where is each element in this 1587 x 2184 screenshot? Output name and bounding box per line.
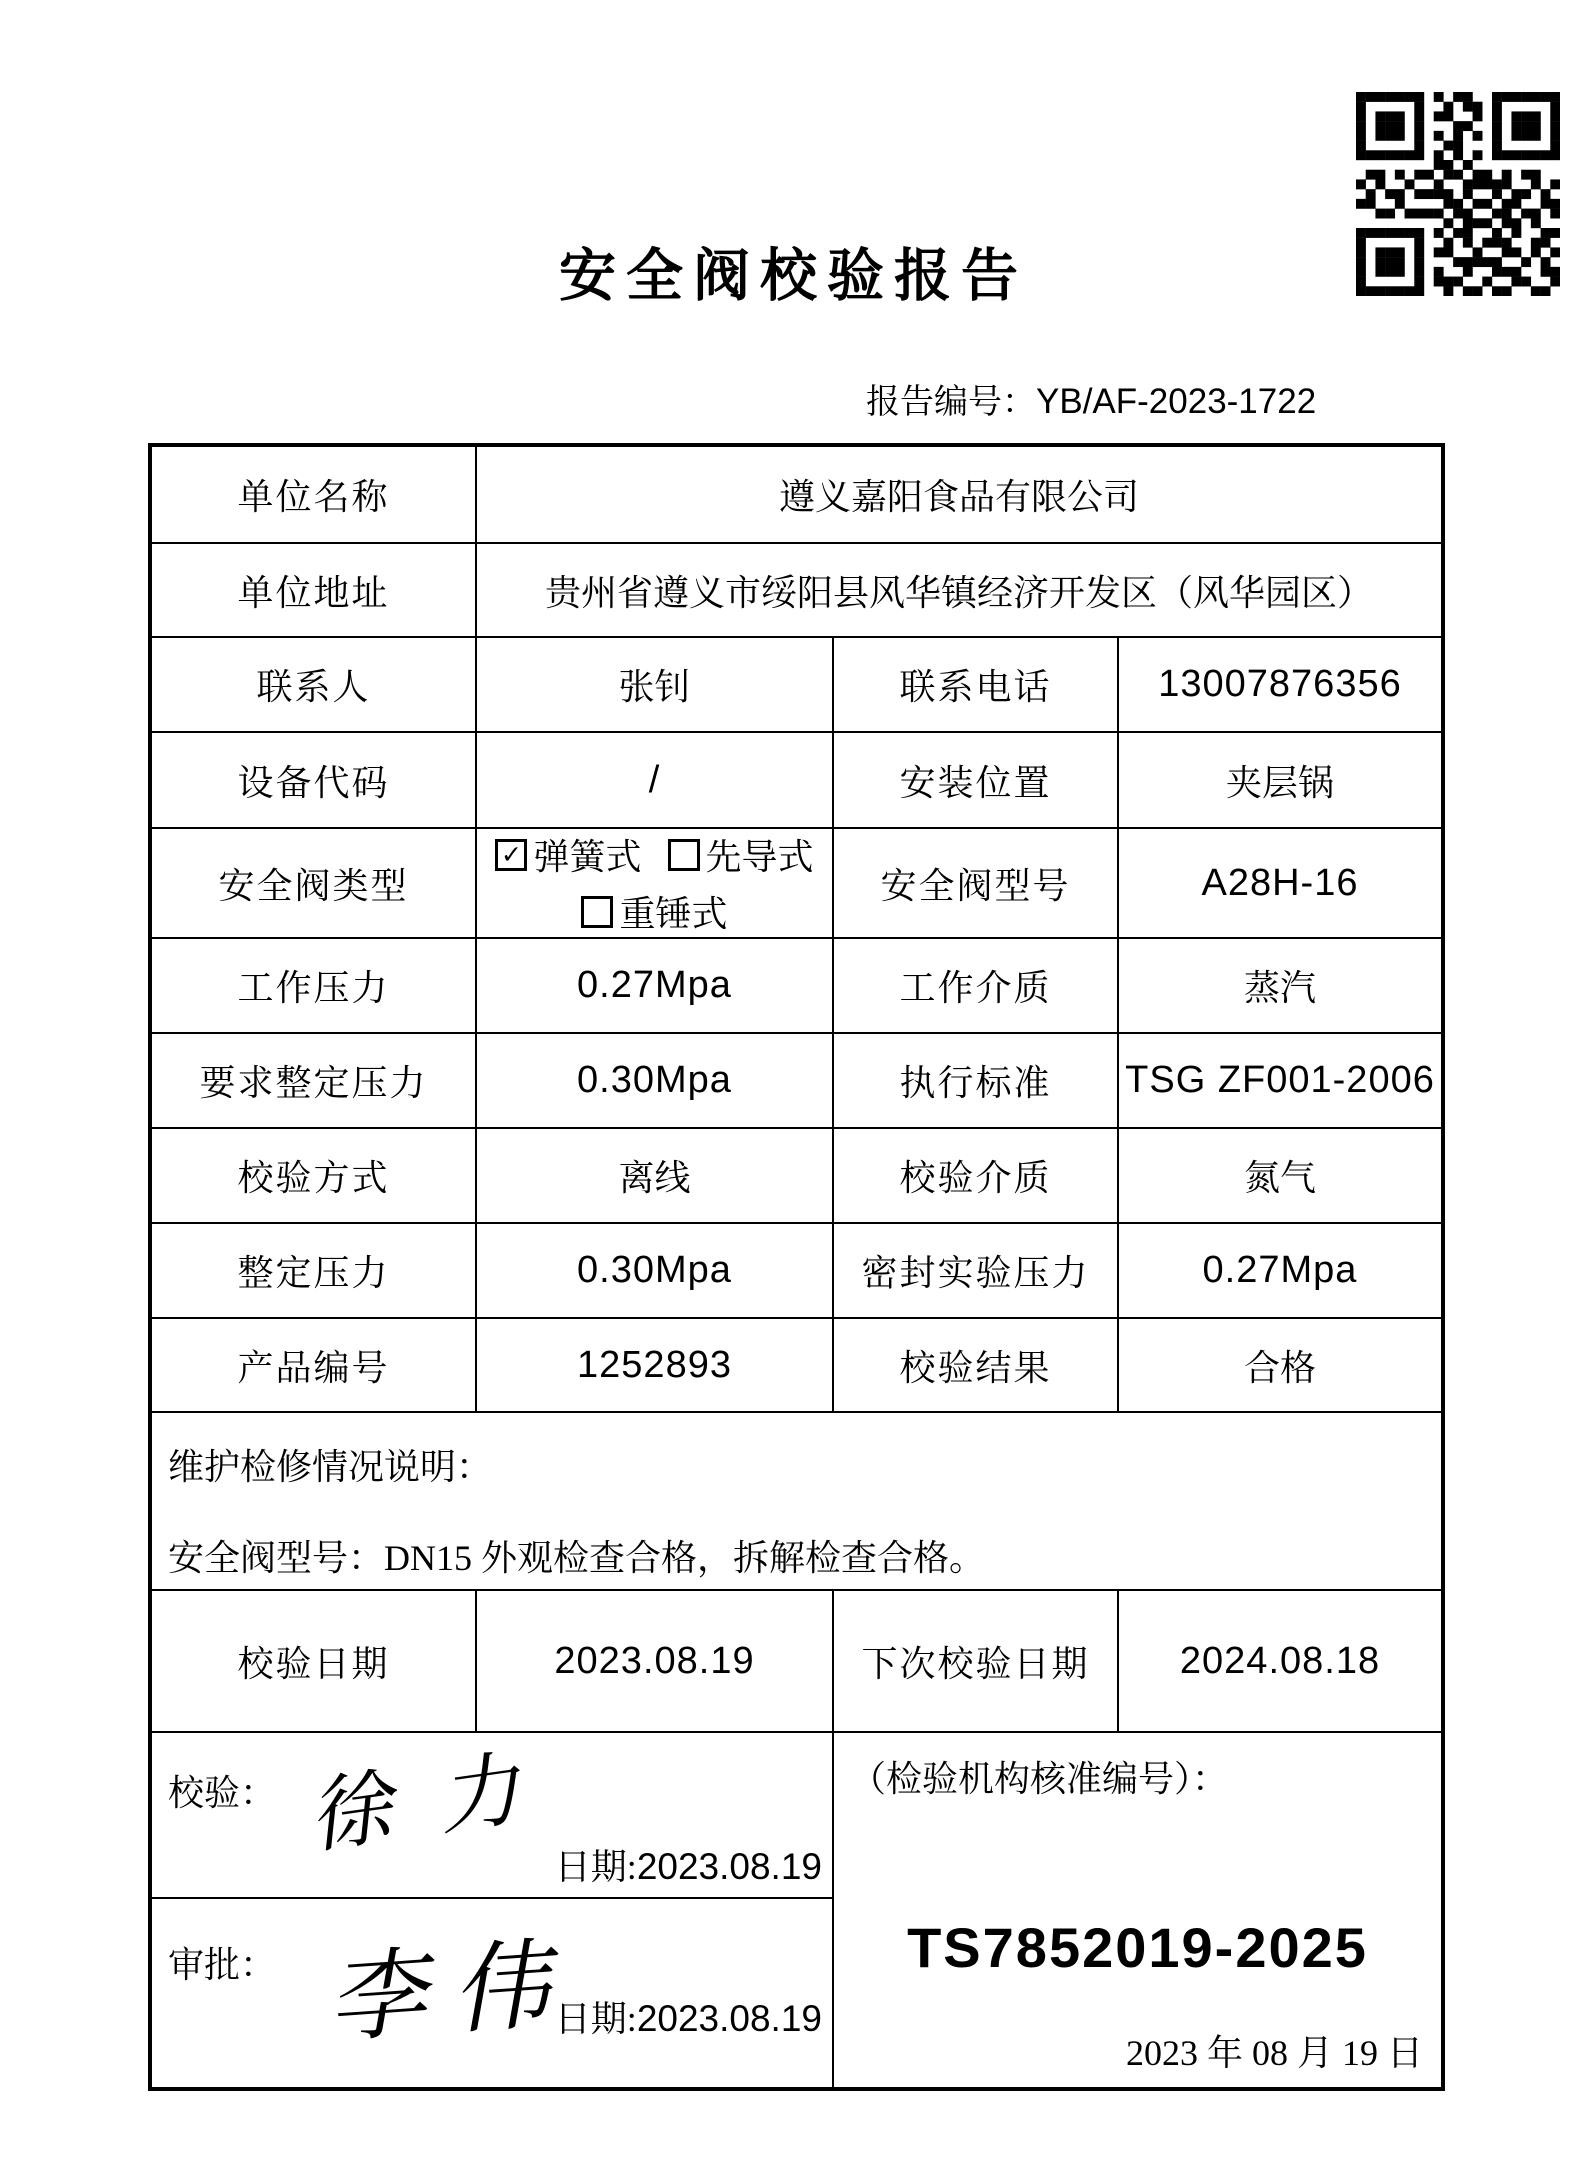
verifier-date-label: 日期:: [554, 1847, 637, 1887]
calibration-method-label: 校验方式: [237, 1158, 390, 1198]
calibration-result-value: 合格: [1117, 1319, 1441, 1411]
table-row-maintenance-note: [152, 1411, 1441, 1589]
valve-option-pilot-label: 先导式: [705, 837, 814, 877]
checkbox-spring-type-icon: ✓: [495, 839, 527, 871]
working-pressure-label: 工作压力: [237, 968, 390, 1008]
org-approval-label: （检验机构核准编号）：: [850, 1759, 1229, 1799]
calibration-report-table: [148, 443, 1445, 2091]
calibration-date-label: 校验日期: [237, 1643, 390, 1684]
working-medium-label: 工作介质: [832, 939, 1117, 1032]
install-position-label: 安装位置: [832, 733, 1117, 827]
device-code-value: /: [475, 733, 832, 827]
checkbox-weight-type-icon: [581, 896, 613, 928]
table-row-set-pressure: [152, 1222, 1441, 1317]
contact-label: 联系人: [256, 667, 371, 707]
approver-date: [555, 1991, 822, 2042]
valve-type-label: 安全阀类型: [218, 865, 409, 906]
valve-option-spring-label: 弹簧式: [533, 837, 642, 877]
table-row-product-no: [152, 1317, 1441, 1411]
unit-name-label: 单位名称: [237, 477, 390, 517]
table-row-contact: [152, 636, 1441, 731]
valve-type-value: [475, 829, 832, 937]
org-approval-date: 2023 年 08 月 19 日: [1125, 2033, 1423, 2073]
next-calibration-date-label: 下次校验日期: [832, 1591, 1117, 1731]
phone-label: 联系电话: [832, 638, 1117, 731]
unit-address-label: 单位地址: [237, 572, 390, 613]
approver-cell: [152, 1897, 832, 2087]
table-row-signatures: [152, 1731, 1441, 2087]
table-row-unit-name: [152, 447, 1441, 542]
valve-option-weight-label: 重锤式: [619, 894, 728, 934]
unit-address-value: 贵州省遵义市绥阳县风华镇经济开发区（风华园区）: [475, 544, 1441, 636]
org-approval-number: TS7852019-2025: [907, 1916, 1368, 1979]
valve-model-value: A28H-16: [1117, 829, 1441, 937]
checkbox-pilot-type-icon: [668, 839, 700, 871]
phone-value: 13007876356: [1117, 638, 1441, 731]
approver-label: 审批：: [168, 1945, 277, 1985]
seal-test-pressure-label: 密封实验压力: [832, 1224, 1117, 1317]
verifier-signature: 徐力: [302, 1735, 574, 1866]
install-position-value: 夹层锅: [1117, 733, 1441, 827]
table-row-working-pressure: [152, 937, 1441, 1032]
page-title: 安全阀校验报告: [559, 245, 1028, 308]
maintenance-note: [152, 1413, 1441, 1589]
verifier-label: 校验：: [168, 1773, 277, 1813]
verifier-date: [555, 1839, 822, 1890]
report-number-line: [866, 374, 1316, 423]
standard-value: TSG ZF001-2006: [1117, 1034, 1441, 1127]
org-approval-cell: [832, 1733, 1441, 2087]
set-pressure-label: 整定压力: [237, 1253, 390, 1293]
calibration-result-label: 校验结果: [832, 1319, 1117, 1411]
required-set-pressure-label: 要求整定压力: [199, 1063, 428, 1103]
table-row-unit-address: [152, 542, 1441, 636]
device-code-label: 设备代码: [237, 762, 390, 803]
working-medium-value: 蒸汽: [1117, 939, 1441, 1032]
approver-date-label: 日期:: [554, 1999, 637, 2039]
verifier-date-value: 2023.08.19: [636, 1846, 822, 1887]
contact-value: 张钊: [475, 638, 832, 731]
maintenance-note-text: 安全阀型号：DN15 外观检查合格，拆解检查合格。: [168, 1538, 985, 1578]
table-row-valve-type: [152, 827, 1441, 937]
report-number-label: 报告编号：: [866, 384, 1036, 421]
unit-name-value: 遵义嘉阳食品有限公司: [475, 447, 1441, 542]
calibration-method-value: 离线: [475, 1129, 832, 1222]
report-number-value: YB/AF-2023-1722: [1036, 382, 1317, 421]
table-row-required-set-pressure: [152, 1032, 1441, 1127]
approver-date-value: 2023.08.19: [636, 1998, 822, 2039]
standard-label: 执行标准: [832, 1034, 1117, 1127]
approver-signature: 李伟: [323, 1926, 580, 2058]
working-pressure-value: 0.27Mpa: [475, 939, 832, 1032]
required-set-pressure-value: 0.30Mpa: [475, 1034, 832, 1127]
calibration-medium-value: 氮气: [1117, 1129, 1441, 1222]
calibration-date-value: 2023.08.19: [475, 1591, 832, 1731]
next-calibration-date-value: 2024.08.18: [1117, 1591, 1441, 1731]
verifier-cell: [152, 1733, 832, 1897]
seal-test-pressure-value: 0.27Mpa: [1117, 1224, 1441, 1317]
maintenance-note-heading: 维护检修情况说明：: [168, 1447, 493, 1487]
table-row-device: [152, 731, 1441, 827]
valve-model-label: 安全阀型号: [832, 829, 1117, 937]
calibration-medium-label: 校验介质: [832, 1129, 1117, 1222]
product-no-label: 产品编号: [237, 1347, 390, 1388]
signature-column: [152, 1733, 832, 2087]
table-row-calibration-date: [152, 1589, 1441, 1731]
table-row-calibration-method: [152, 1127, 1441, 1222]
set-pressure-value: 0.30Mpa: [475, 1224, 832, 1317]
product-no-value: 1252893: [475, 1319, 832, 1411]
